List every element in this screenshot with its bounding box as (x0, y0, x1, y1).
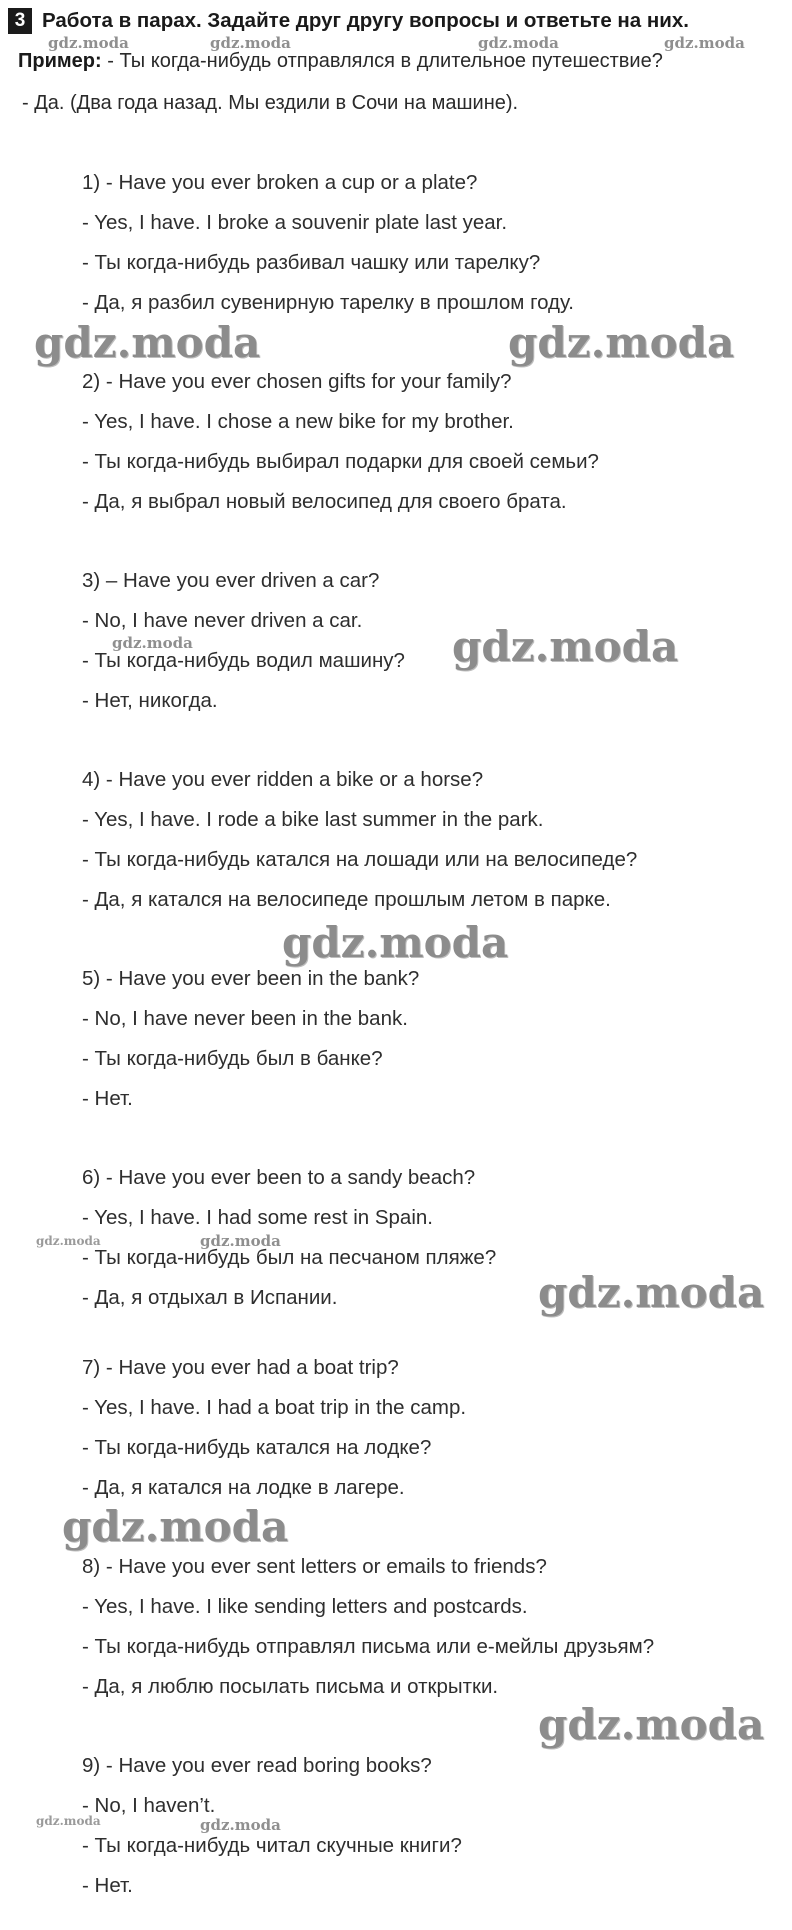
answer-line: - Yes, I have. I had some rest in Spain. (82, 1206, 433, 1229)
answer-line: - No, I have never driven a car. (82, 609, 363, 632)
watermark: gdz.moda (664, 34, 745, 52)
translation-question-line: - Ты когда-нибудь был в банке? (82, 1047, 383, 1070)
translation-answer-line: - Да, я катался на велосипеде прошлым летом в парке. (82, 888, 611, 911)
example-question-text: - Ты когда-нибудь отправлялся в длительное путешествие? (101, 50, 663, 72)
question-line: 1) - Have you ever broken a cup or a plate? (82, 171, 478, 194)
example-label: Пример: (18, 50, 102, 72)
question-line: 7) - Have you ever had a boat trip? (82, 1356, 399, 1379)
question-line: 8) - Have you ever sent letters or emails to friends? (82, 1555, 547, 1578)
translation-question-line: - Ты когда-нибудь водил машину? (82, 649, 405, 672)
question-line: 9) - Have you ever read boring books? (82, 1754, 432, 1777)
translation-answer-line: - Нет. (82, 1874, 133, 1897)
translation-answer-line: - Нет. (82, 1087, 133, 1110)
translation-answer-line: - Да, я разбил сувенирную тарелку в прошлом году. (82, 291, 574, 314)
watermark: gdz.moda (282, 918, 509, 967)
translation-question-line: - Ты когда-нибудь был на песчаном пляже? (82, 1246, 497, 1269)
answer-line: - Yes, I have. I chose a new bike for my brother. (82, 410, 514, 433)
translation-answer-line: - Да, я выбрал новый велосипед для своего брата. (82, 490, 567, 513)
task-number-badge: 3 (8, 8, 32, 34)
translation-answer-line: - Да, я отдыхал в Испании. (82, 1286, 338, 1309)
example-answer: - Да. (Два года назад. Мы ездили в Сочи на машине). (22, 92, 519, 114)
question-line: 2) - Have you ever chosen gifts for your family? (82, 370, 512, 393)
watermark: gdz.moda (538, 1700, 765, 1749)
example-question (18, 48, 663, 74)
answer-line: - No, I have never been in the bank. (82, 1007, 408, 1030)
answer-line: - Yes, I have. I had a boat trip in the camp. (82, 1396, 467, 1419)
answer-line: - Yes, I have. I rode a bike last summer in the park. (82, 808, 544, 831)
translation-question-line: - Ты когда-нибудь катался на лошади или на велосипеде? (82, 848, 638, 871)
watermark: gdz.moda (34, 318, 261, 367)
watermark: gdz.moda (62, 1502, 289, 1551)
watermark: gdz.moda (200, 1816, 281, 1834)
translation-question-line: - Ты когда-нибудь катался на лодке? (82, 1436, 432, 1459)
answer-line: - No, I haven’t. (82, 1794, 216, 1817)
question-line: 5) - Have you ever been in the bank? (82, 967, 420, 990)
translation-question-line: - Ты когда-нибудь разбивал чашку или тарелку? (82, 251, 541, 274)
watermark: gdz.moda (36, 1814, 101, 1828)
translation-question-line: - Ты когда-нибудь отправлял письма или е-мейлы друзьям? (82, 1635, 655, 1658)
translation-question-line: - Ты когда-нибудь читал скучные книги? (82, 1834, 462, 1857)
translation-answer-line: - Да, я катался на лодке в лагере. (82, 1476, 405, 1499)
watermark: gdz.moda (508, 318, 735, 367)
question-line: 3) – Have you ever driven a car? (82, 569, 380, 592)
watermark: gdz.moda (200, 1232, 281, 1250)
translation-answer-line: - Нет, никогда. (82, 689, 218, 712)
answer-line: - Yes, I have. I like sending letters and postcards. (82, 1595, 528, 1618)
translation-answer-line: - Да, я люблю посылать письма и открытки. (82, 1675, 499, 1698)
watermark: gdz.moda (112, 634, 193, 652)
watermark: gdz.moda (452, 622, 679, 671)
watermark: gdz.moda (48, 34, 129, 52)
watermark: gdz.moda (478, 34, 559, 52)
watermark: gdz.moda (538, 1268, 765, 1317)
question-line: 4) - Have you ever ridden a bike or a horse? (82, 768, 484, 791)
question-line: 6) - Have you ever been to a sandy beach? (82, 1166, 476, 1189)
answer-line: - Yes, I have. I broke a souvenir plate last year. (82, 211, 508, 234)
watermark: gdz.moda (210, 34, 291, 52)
watermark: gdz.moda (36, 1234, 101, 1248)
translation-question-line: - Ты когда-нибудь выбирал подарки для своей семьи? (82, 450, 599, 473)
task-title: Работа в парах. Задайте друг другу вопросы и ответьте на них. (42, 9, 689, 32)
